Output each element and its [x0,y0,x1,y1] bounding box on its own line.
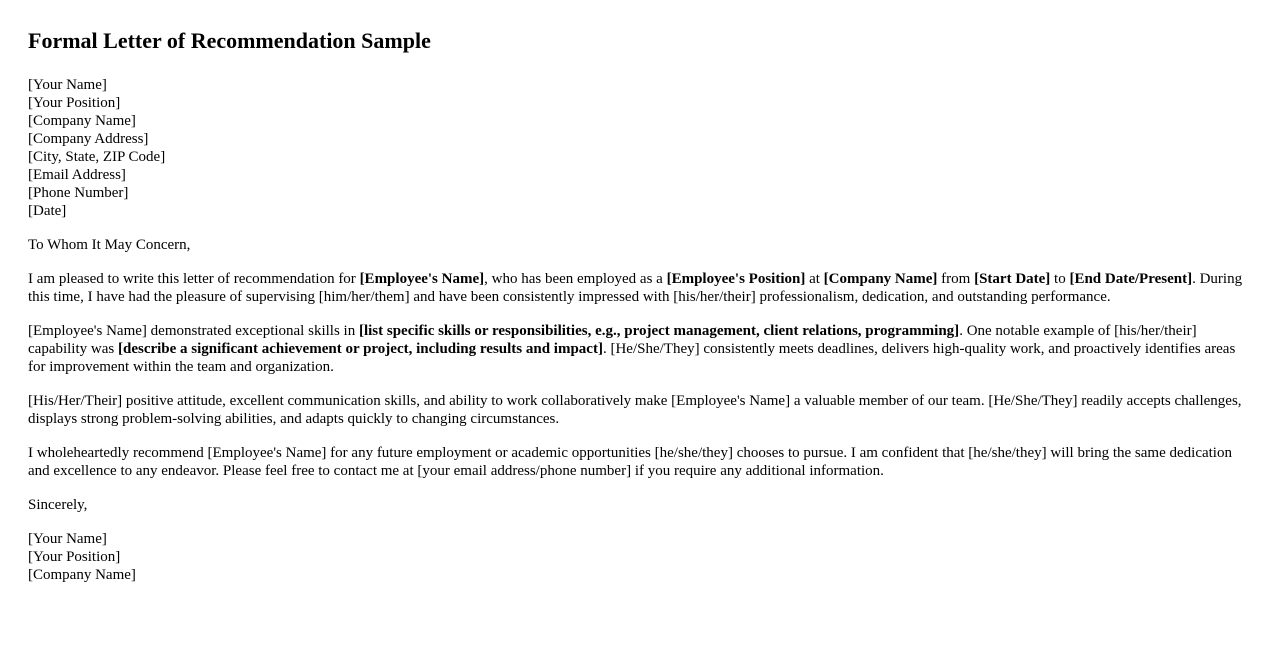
placeholder-emphasis: [Company Name] [823,271,938,287]
signature-line: [Company Name] [28,567,136,583]
placeholder-emphasis: [describe a significant achievement or project, including results and impact] [117,341,603,357]
paragraph-text: [Employee's Name] demonstrated exceptional skills in [28,323,359,339]
placeholder-emphasis: [Employee's Position] [666,271,806,287]
paragraph-text: I am pleased to write this letter of recommendation for [28,271,360,287]
sender-line: [City, State, ZIP Code] [28,149,166,165]
paragraph-text: at [805,271,824,287]
paragraph-text: [His/Her/Their] positive attitude, excellent communication skills, and ability to work collaboratively make [Employee's Name] a valuable member of our team. [He/She/They] readily accepts challenges, displays strong problem-solving abilities, and adapts quickly to changing circumstances. [28,393,1242,427]
sender-block [28,76,1250,220]
sender-line: [Company Address] [28,131,149,147]
letter-body [28,270,1250,480]
page-title: Formal Letter of Recommendation Sample [28,28,431,53]
paragraph-text: from [937,271,975,287]
body-paragraph [28,270,1250,306]
paragraph-text: , who has been employed as a [484,271,667,287]
placeholder-emphasis: [list specific skills or responsibilities, e.g., project management, client relations, programming] [358,323,960,339]
body-paragraph [28,444,1250,480]
signature-line: [Your Position] [28,549,121,565]
sender-line: [Phone Number] [28,185,129,201]
signature-line: [Your Name] [28,531,107,547]
salutation: To Whom It May Concern, [28,237,191,253]
sender-line: [Email Address] [28,167,126,183]
signature-block [28,530,1250,584]
sender-line: [Your Name] [28,77,107,93]
sender-line: [Company Name] [28,113,136,129]
placeholder-emphasis: [Start Date] [974,271,1051,287]
paragraph-text: . One notable example of [his/her/their] capability was [28,323,1197,357]
paragraph-text: I wholeheartedly recommend [Employee's Name] for any future employment or academic opportunities [he/she/they] chooses to pursue. I am confident that [he/she/they] will bring the same dedication and excellence to any endeavor. Please feel free to contact me at [your email address/phone number] if you require any additional information. [28,445,1232,479]
paragraph-text: to [1050,271,1070,287]
sender-line: [Date] [28,203,67,219]
placeholder-emphasis: [End Date/Present] [1069,271,1193,287]
body-paragraph [28,392,1250,428]
paragraph-text: . During this time, I have had the pleasure of supervising [him/her/them] and have been consistently impressed with [his/her/their] professionalism, dedication, and outstanding performance. [28,271,1243,305]
sender-line: [Your Position] [28,95,121,111]
closing: Sincerely, [28,497,88,513]
placeholder-emphasis: [Employee's Name] [359,271,485,287]
paragraph-text: . [He/She/They] consistently meets deadlines, delivers high-quality work, and proactively identifies areas for improvement within the team and organization. [28,341,1236,375]
body-paragraph [28,322,1250,376]
